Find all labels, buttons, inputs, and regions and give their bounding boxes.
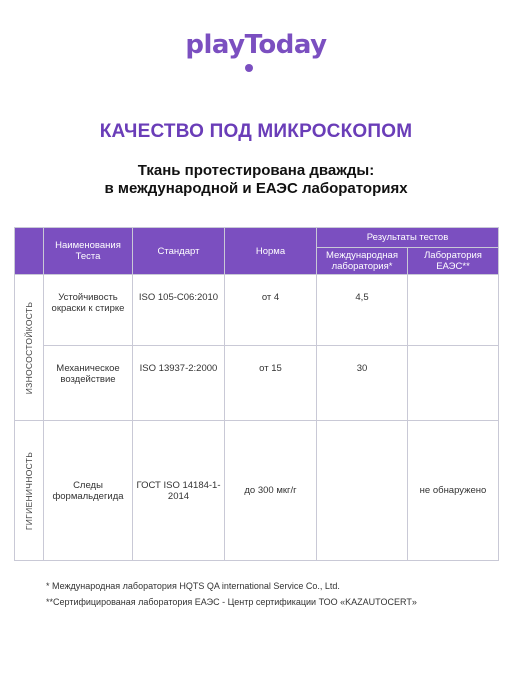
cell-standard: ГОСТ ISO 14184-1-2014 — [133, 421, 225, 561]
cell-norm: от 15 — [225, 346, 317, 421]
table-row — [15, 275, 499, 346]
header-blank-cell — [15, 228, 44, 275]
table-row — [15, 421, 499, 561]
group-label-wear — [15, 275, 44, 421]
cell-eaes-result: не обнаружено — [408, 421, 499, 561]
group-label-text: ИЗНОСОСТОЙКОСТЬ — [24, 301, 34, 394]
cell-standard: ISO 13937-2:2000 — [133, 346, 225, 421]
header-eaes-lab: Лаборатория ЕАЭС** — [408, 248, 499, 275]
header-row-top — [15, 228, 499, 248]
header-intl-lab: Международная лаборатория* — [317, 248, 408, 275]
subtitle-line-1: Ткань протестирована дважды: — [137, 162, 375, 179]
page-title: КАЧЕСТВО ПОД МИКРОСКОПОМ — [99, 121, 413, 142]
cell-eaes-result — [408, 275, 499, 346]
cell-norm: от 4 — [225, 275, 317, 346]
header-results: Результаты тестов — [317, 228, 499, 248]
cell-intl-result — [317, 421, 408, 561]
subtitle — [0, 162, 512, 198]
group-label-text: ГИГИЕНИЧНОСТЬ — [24, 451, 34, 530]
cell-test-name: Следы формальдегида — [44, 421, 133, 561]
cell-intl-result: 4,5 — [317, 275, 408, 346]
cell-test-name: Устойчивость окраски к стирке — [44, 275, 133, 346]
footnotes — [46, 578, 417, 610]
header-test-name: Наименования Теста — [44, 228, 133, 275]
header-standard: Стандарт — [133, 228, 225, 275]
cell-norm: до 300 мкг/г — [225, 421, 317, 561]
brand-logo: playToday — [185, 30, 327, 60]
cell-test-name: Механическое воздействие — [44, 346, 133, 421]
header-norm: Норма — [225, 228, 317, 275]
footnote-eaes: **Сертифицированая лаборатория ЕАЭС - Центр сертификации ТОО «KAZAUTOCERT» — [46, 597, 417, 607]
group-label-hygiene — [15, 421, 44, 561]
table-row — [15, 346, 499, 421]
cell-intl-result: 30 — [317, 346, 408, 421]
cell-eaes-result — [408, 346, 499, 421]
cell-standard: ISO 105-C06:2010 — [133, 275, 225, 346]
results-table — [14, 227, 499, 561]
subtitle-line-2: в международной и ЕАЭС лабораториях — [104, 180, 408, 197]
logo-dot — [245, 64, 253, 72]
footnote-intl: * Международная лаборатория HQTS QA international Service Co., Ltd. — [46, 581, 340, 591]
